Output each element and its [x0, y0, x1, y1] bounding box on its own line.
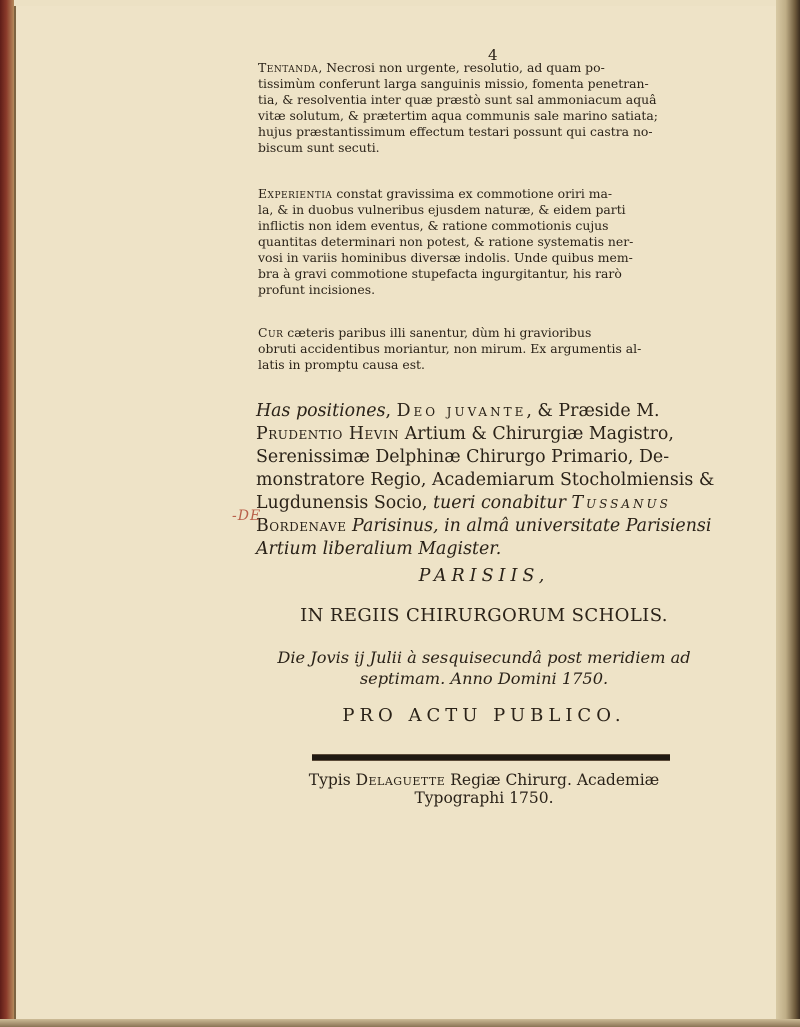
date-line: septimam. Anno Domini 1750.	[359, 669, 609, 688]
text-line: profunt incisiones.	[258, 282, 376, 297]
text-line: hujus præstantissimum effectum testari possunt qui castra no-	[258, 124, 653, 139]
manuscript-margin-note: -DE	[232, 508, 262, 524]
paragraph-lead: Experientia	[258, 186, 333, 201]
city-line: PARISIIS,	[418, 566, 550, 586]
text-line: vosi in variis hominibus diversæ indolis. Unde quibus mem-	[258, 250, 633, 265]
thesis-text: Has positiones	[256, 401, 386, 421]
thesis-line: Artium liberalium Magister.	[256, 539, 502, 559]
thesis-line: Serenissimæ Delphinæ Chirurgo Primario, De-	[256, 447, 670, 467]
thesis-text: tueri conabitur	[433, 493, 572, 513]
printer-text: Regiæ Chirurg. Academiæ	[445, 771, 660, 789]
text-line: cæteris paribus illi sanentur, dùm hi gravioribus	[283, 325, 592, 340]
thesis-text: Prudentio Hevin	[256, 424, 400, 444]
text-line: inflictis non idem eventus, & ratione commotionis cujus	[258, 218, 609, 233]
printer-line	[256, 771, 712, 789]
actus-heading: PRO ACTU PUBLICO.	[342, 705, 626, 726]
paragraph-tentanda	[258, 60, 710, 156]
thesis-text: Artium & Chirurgiæ Magistro,	[399, 424, 674, 444]
date-block	[256, 647, 712, 689]
book-binding-left	[0, 0, 14, 1027]
text-line: la, & in duobus vulneribus ejusdem naturæ, & eidem parti	[258, 202, 626, 217]
text-line: tissimùm conferunt larga sanguinis missio, fomenta penetran-	[258, 76, 649, 91]
paragraph-lead: Cur	[258, 325, 284, 340]
thesis-text: Tussanus	[571, 493, 671, 513]
paragraph-experientia	[258, 186, 710, 298]
schools-line: IN REGIIS CHIRURGORUM SCHOLIS.	[300, 605, 668, 626]
paragraph-cur	[258, 325, 710, 373]
thesis-statement	[256, 400, 715, 561]
text-line: , Necrosi non urgente, resolutio, ad quam po-	[318, 60, 605, 75]
thesis-line	[256, 515, 712, 538]
thesis-text: Parisinus	[346, 516, 434, 536]
text-line: vitæ solutum, & prætertim aqua communis sale marino satiata;	[258, 108, 658, 123]
date-line: Die Jovis ij Julii à sesquisecundâ post meridiem ad	[277, 648, 691, 667]
text-line: obruti accidentibus moriantur, non mirum. Ex argumentis al-	[258, 341, 642, 356]
thesis-text: Bordenave	[256, 516, 347, 536]
printer-line: Typographi 1750.	[414, 789, 554, 807]
printer-text: Typis	[308, 771, 356, 789]
thesis-line: monstratore Regio, Academiarum Stocholmiensis &	[256, 470, 715, 490]
thesis-text: ,	[385, 401, 397, 421]
ornamental-rule	[312, 754, 670, 761]
thesis-line	[256, 400, 712, 423]
page-bottom-edge	[0, 1019, 800, 1027]
text-line: biscum sunt secuti.	[258, 140, 380, 155]
thesis-text: , & Præside M.	[526, 401, 660, 421]
text-line: constat gravissima ex commotione oriri ma-	[332, 186, 613, 201]
text-line: tia, & resolventia inter quæ præstò sunt sal ammoniacum aquâ	[258, 92, 657, 107]
thesis-text: Deo juvante	[396, 401, 527, 421]
thesis-text: , in almâ universitate Parisiensi	[433, 516, 712, 536]
text-line: bra à gravi commotione stupefacta ingurgitantur, his rarò	[258, 266, 622, 281]
paragraph-lead: Tentanda	[258, 60, 319, 75]
thesis-text: Lugdunensis Socio,	[256, 493, 434, 513]
book-binding-right	[776, 0, 800, 1027]
text-line: quantitas determinari non potest, & ratione systematis ner-	[258, 234, 634, 249]
printer-text: Delaguette	[355, 771, 446, 789]
printer-imprint	[256, 771, 712, 807]
text-line: latis in promptu causa est.	[258, 357, 425, 372]
page-number: 4	[488, 46, 498, 64]
thesis-line	[256, 423, 712, 446]
thesis-line	[256, 492, 712, 515]
